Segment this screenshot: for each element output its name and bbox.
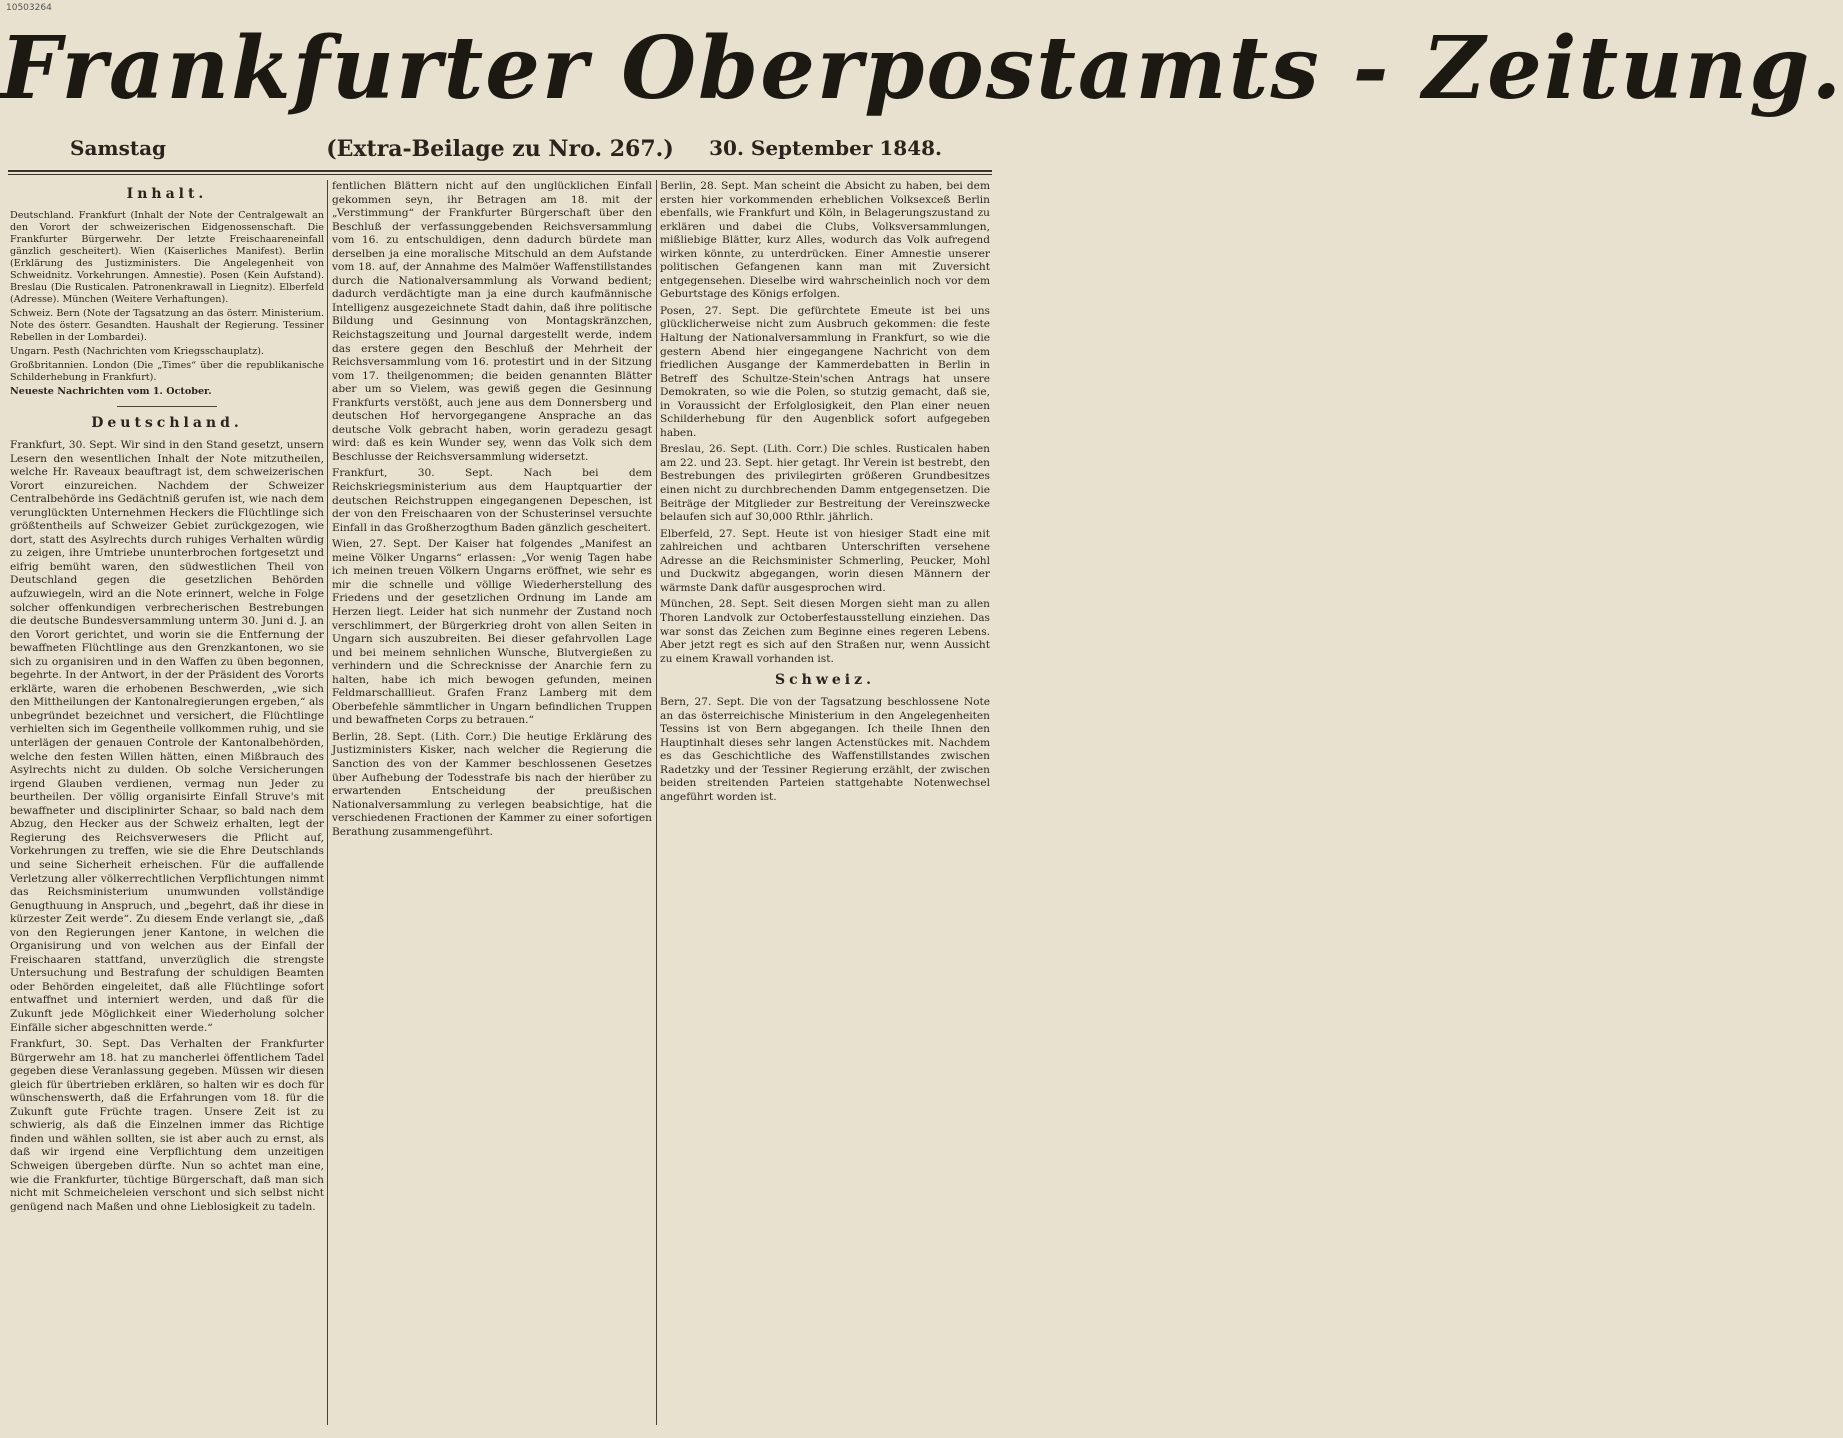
masthead-day: Samstag: [70, 136, 167, 160]
contents-entry: Ungarn. Pesth (Nachrichten vom Kriegsschauplatz).: [10, 346, 264, 357]
contents-entry: Schweiz. Bern (Note der Tagsatzung an das österr. Ministerium. Note des österr. Gesandten. Haushalt der Regierung. Tessiner Rebellen in der Lombardei).: [10, 308, 324, 343]
masthead-supplement: (Extra-Beilage zu Nro. 267.): [326, 136, 674, 162]
column-1: [10, 180, 324, 1430]
column-2: [332, 180, 652, 1430]
article-paragraph: fentlichen Blättern nicht auf den unglücklichen Einfall gekommen seyn, ihr Betragen am 18. mit der „Verstimmung“ der Frankfurter Bürgerschaft über den Beschluß der verfassunggebenden Reichsversammlung vom 16. zu entschuldigen, denn dadurch bürdete man derselben ja eine moralische Mitschuld an dem Aufstande vom 18. auf, der Annahme des Malmöer Waffenstillstandes durch die Nationalversammlung als Vorwand bedient; dadurch verdächtigte man ja eine durch kaufmännische Intelligenz ausgezeichnete Stadt dahin, daß ihre politische Bildung und Gesinnung von Montagskränzchen, Reichstagszeitung und Journal dargestellt werde, indem das erstere gegen den Beschluß der Mehrheit der Reichsversammlung vom 16. protestirt und in der Sitzung vom 17. theilgenommen; die beiden genannten Blätter aber um so Vielem, was gewiß gegen die Gesinnung Frankfurts verstößt, auch jene aus dem Donnersberg und deutschen Hof hervorgegangene Ansprache an das deutsche Volk gebracht haben, worin geradezu gesagt wird: daß es kein Wunder sey, wenn das Volk sich dem Beschlusse der Reichsversammlung widersetzt.: [332, 180, 652, 463]
article-paragraph: Frankfurt, 30. Sept. Das Verhalten der Frankfurter Bürgerwehr am 18. hat zu mancherlei öffentlichem Tadel gegeben diese Veranlassung gegeben. Müssen wir diesen gleich für übertrieben erklären, so halten wir es doch für wünschenswerth, daß die Erfahrungen vom 18. für die Zukunft gute Früchte tragen. Unsere Zeit ist zu schwierig, als daß die Einzelnen immer das Richtige finden und wählen sollten, sie ist aber auch zu ernst, als daß wir irgend eine Verpflichtung dem unzeitigen Schweigen übergeben dürfte. Nun so achtet man eine, wie die Frankfurter, tüchtige Bürgerschaft, daß man sich nicht mit Schmeicheleien verschont und sich selbst nicht genügend nach Maßen und ohne Lieblosigkeit zu tadeln.: [10, 1038, 324, 1213]
section-heading-deutschland: Deutschland.: [91, 415, 243, 431]
article-paragraph: Wien, 27. Sept. Der Kaiser hat folgendes „Manifest an meine Völker Ungarns“ erlassen: „Vor wenig Tagen habe ich meinen treuen Völkern Ungarns eröffnet, wie sehr es mir die schnelle und völlige Wiederherstellung des Friedens und der gesetzlichen Ordnung im Lande am Herzen liegt. Leider hat sich nunmehr der Zustand noch verschlimmert, der Bürgerkrieg droht von allen Seiten in Ungarn sich auszubreiten. Bei dieser gefahrvollen Lage und bei meinem sehnlichen Wunsche, Blutvergießen zu verhindern und die Schrecknisse der Anarchie fern zu halten, habe ich mich bewogen gefunden, meinen Feldmarschalllieut. Grafen Franz Lamberg mit dem Oberbefehle sämmtlicher in Ungarn befindlichen Truppen und bewaffneten Corps zu betrauen.“: [332, 538, 652, 727]
column-3: [660, 180, 990, 1430]
article-paragraph: Berlin, 28. Sept. Man scheint die Absicht zu haben, bei dem ersten hier vorkommenden erheblichen Volksexceß Berlin ebenfalls, wie Frankfurt und Köln, in Belagerungszustand zu erklären und dabei die Clubs, Volksversammlungen, mißliebige Blätter, kurz Alles, wodurch das Volk aufregend wirken könnte, zu unterdrücken. Einer Amnestie unserer politischen Gefangenen kann man mit Zuversicht entgegensehen. Dieselbe wird wahrscheinlich noch vor dem Geburtstage des Königs erfolgen.: [660, 180, 990, 301]
article-paragraph: Elberfeld, 27. Sept. Heute ist von hiesiger Stadt eine mit zahlreichen und achtbaren Unterschriften versehene Adresse an die Reichsminister Schmerling, Peucker, Mohl und Duckwitz abgegangen, worin diesen Männern der wärmste Dank dafür ausgesprochen wird.: [660, 527, 990, 594]
section-heading-schweiz: Schweiz.: [775, 672, 875, 689]
masthead-rule: [8, 170, 992, 172]
masthead-title: Frankfurter Oberpostamts - Zeitung.: [0, 18, 1843, 119]
article-paragraph: München, 28. Sept. Seit diesen Morgen sieht man zu allen Thoren Landvolk zur Octoberfestausstellung einziehen. Das war sonst das Zeichen zum Beginne eines regeren Lebens. Aber jetzt regt es sich auf den Straßen nur, wenn Aussicht zu einem Krawall vorhanden ist.: [660, 598, 990, 665]
masthead-rule-thin: [8, 174, 992, 175]
column-divider: [656, 180, 657, 1425]
contents-heading: Inhalt.: [126, 186, 208, 202]
article-paragraph: Frankfurt, 30. Sept. Wir sind in den Stand gesetzt, unsern Lesern den wesentlichen Inhalt der Note mitzutheilen, welche Hr. Raveaux beauftragt ist, dem schweizerischen Vorort einzureichen. Nachdem der Schweizer Centralbehörde ins Gedächtniß gerufen ist, wie nach dem verunglückten Unternehmen Heckers die Flüchtlinge sich größtentheils auf Schweizer Gebiet zurückgezogen, wie dort, statt des Asylrechts durch ruhiges Verhalten würdig zu zeigen, ihre Umtriebe ununterbrochen fortgesetzt und eifrig bemüht waren, den südwestlichen Theil von Deutschland gegen die gesetzlichen Behörden aufzuwiegeln, wird an die Note erinnert, welche in Folge solcher offenkundigen verbrecherischen Bestrebungen die deutsche Bundesversammlung unterm 30. Juni d. J. an den Vorort gerichtet, und worin sie die Entfernung der bewaffneten Flüchtlinge aus den Grenzkantonen, wo sie sich zu organisiren und in den Waffen zu üben begonnen, begehrte. In der Antwort, in der der Präsident des Vororts erklärte, waren die erhobenen Beschwerden, „wie sich den Mittheilungen der Kantonalregierungen ergeben,“ als unbegründet bezeichnet und versichert, die Flüchtlinge verhielten sich im Gegentheile vollkommen ruhig, und sie unterlägen der genauen Controle der Kantonalbehörden, welche den festen Willen hätten, einen Mißbrauch des Asylrechts nicht zu dulden. Ob solche Versicherungen irgend Glauben verdienen, vermag nun Jeder zu beurtheilen. Der völlig organisirte Einfall Struve's mit bewaffneter und disciplinirter Schaar, so bald nach dem Abzug, den Hecker aus der Schweiz erhalten, legt der Regierung des Reichsverwesers die Pflicht auf, Vorkehrungen zu treffen, wie sie die Ehre Deutschlands und seine Sicherheit erheischen. Für die auffallende Verletzung aller völkerrechtlichen Verpflichtungen nimmt das Reichsministerium unumwunden vollständige Genugthuung in Anspruch, und „begehrt, daß ihr diese in kürzester Zeit werde“. Zu diesem Ende verlangt sie, „daß von den Regierungen jener Kantone, in welchen die Organisirung und von welchen aus der Einfall der Freischaaren stattfand, unverzüglich die strengste Untersuchung und Bestrafung der schuldigen Beamten oder Behörden eingeleitet, daß alle Flüchtlinge sofort entwaffnet und interniert werden, und daß für die Zukunft jede Möglichkeit einer Wiederholung solcher Einfälle sicher abgeschnitten werde.“: [10, 439, 324, 1034]
column-divider: [327, 180, 328, 1425]
image-id: 10503264: [6, 3, 52, 13]
article-paragraph: Berlin, 28. Sept. (Lith. Corr.) Die heutige Erklärung des Justizministers Kisker, nach welcher die Regierung die Sanction des von der Kammer beschlossenen Gesetzes über Aufhebung der Todesstrafe bis nach der hierüber zu erwartenden Entscheidung der preußischen Nationalversammlung zu verlegen beabsichtige, hat die verschiedenen Fractionen der Kammer zu einer sofortigen Berathung zusammengeführt.: [332, 730, 652, 838]
contents-entry: Deutschland. Frankfurt (Inhalt der Note der Centralgewalt an den Vorort der schweizerischen Eidgenossenschaft. Die Frankfurter Bürgerwehr. Der letzte Freischaareneinfall gänzlich gescheitert). Wien (Kaiserliches Manifest). Berlin (Erklärung des Justizministers. Die Angelegenheit von Schweidnitz. Vorkehrungen. Amnestie). Posen (Kein Aufstand). Breslau (Die Rusticalen. Patronenkrawall in Liegnitz). Elberfeld (Adresse). München (Weitere Verhaftungen).: [10, 210, 324, 305]
article-paragraph: Breslau, 26. Sept. (Lith. Corr.) Die schles. Rusticalen haben am 22. und 23. Sept. hier getagt. Ihr Verein ist bestrebt, den Bestrebungen des privilegirten größeren Grundbesitzes einen nicht zu durchbrechenden Damm entgegensetzen. Die Beiträge der Mitglieder zur Bestreitung der Vereinszwecke belaufen sich auf 30,000 Rthlr. jährlich.: [660, 443, 990, 524]
article-paragraph: Frankfurt, 30. Sept. Nach bei dem Reichskriegsministerium aus dem Hauptquartier der deutschen Reichstruppen eingegangenen Depeschen, ist der von den Freischaaren von der Schusterinsel versuchte Einfall in das Großherzogthum Baden gänzlich gescheitert.: [332, 467, 652, 534]
contents-entry: Neueste Nachrichten vom 1. October.: [10, 386, 212, 397]
article-paragraph: Bern, 27. Sept. Die von der Tagsatzung beschlossene Note an das österreichische Ministerium in den Angelegenheiten Tessins ist von Bern abgegangen. Ich theile Ihnen den Hauptinhalt dieses sehr langen Actenstückes mit. Nachdem es das Geschichtliche des Waffenstillstandes zwischen Radetzky und der Tessiner Regierung erzählt, der zwischen beiden streitenden Parteien stattgehabte Notenwechsel angeführt worden ist.: [660, 696, 990, 803]
section-divider: [117, 406, 217, 407]
masthead-date: 30. September 1848.: [709, 136, 942, 160]
contents-entry: Großbritannien. London (Die „Times“ über die republikanische Schilderhebung in Frankfurt).: [10, 360, 324, 383]
article-paragraph: Posen, 27. Sept. Die gefürchtete Emeute ist bei uns glücklicherweise nicht zum Ausbruch gekommen: die feste Haltung der Nationalversammlung in Frankfurt, so wie die gestern Abend hier eingegangene Nachricht von dem friedlichen Ausgange der Kammerdebatten in Berlin in Betreff des Schultze-Stein'schen Antrags hat unsere Demokraten, so wie die Polen, so stutzig gemacht, daß sie, in Voraussicht der Erfolglosigkeit, den Plan einer neuen Schilderhebung für den Augenblick sofort aufgegeben haben.: [660, 304, 990, 439]
